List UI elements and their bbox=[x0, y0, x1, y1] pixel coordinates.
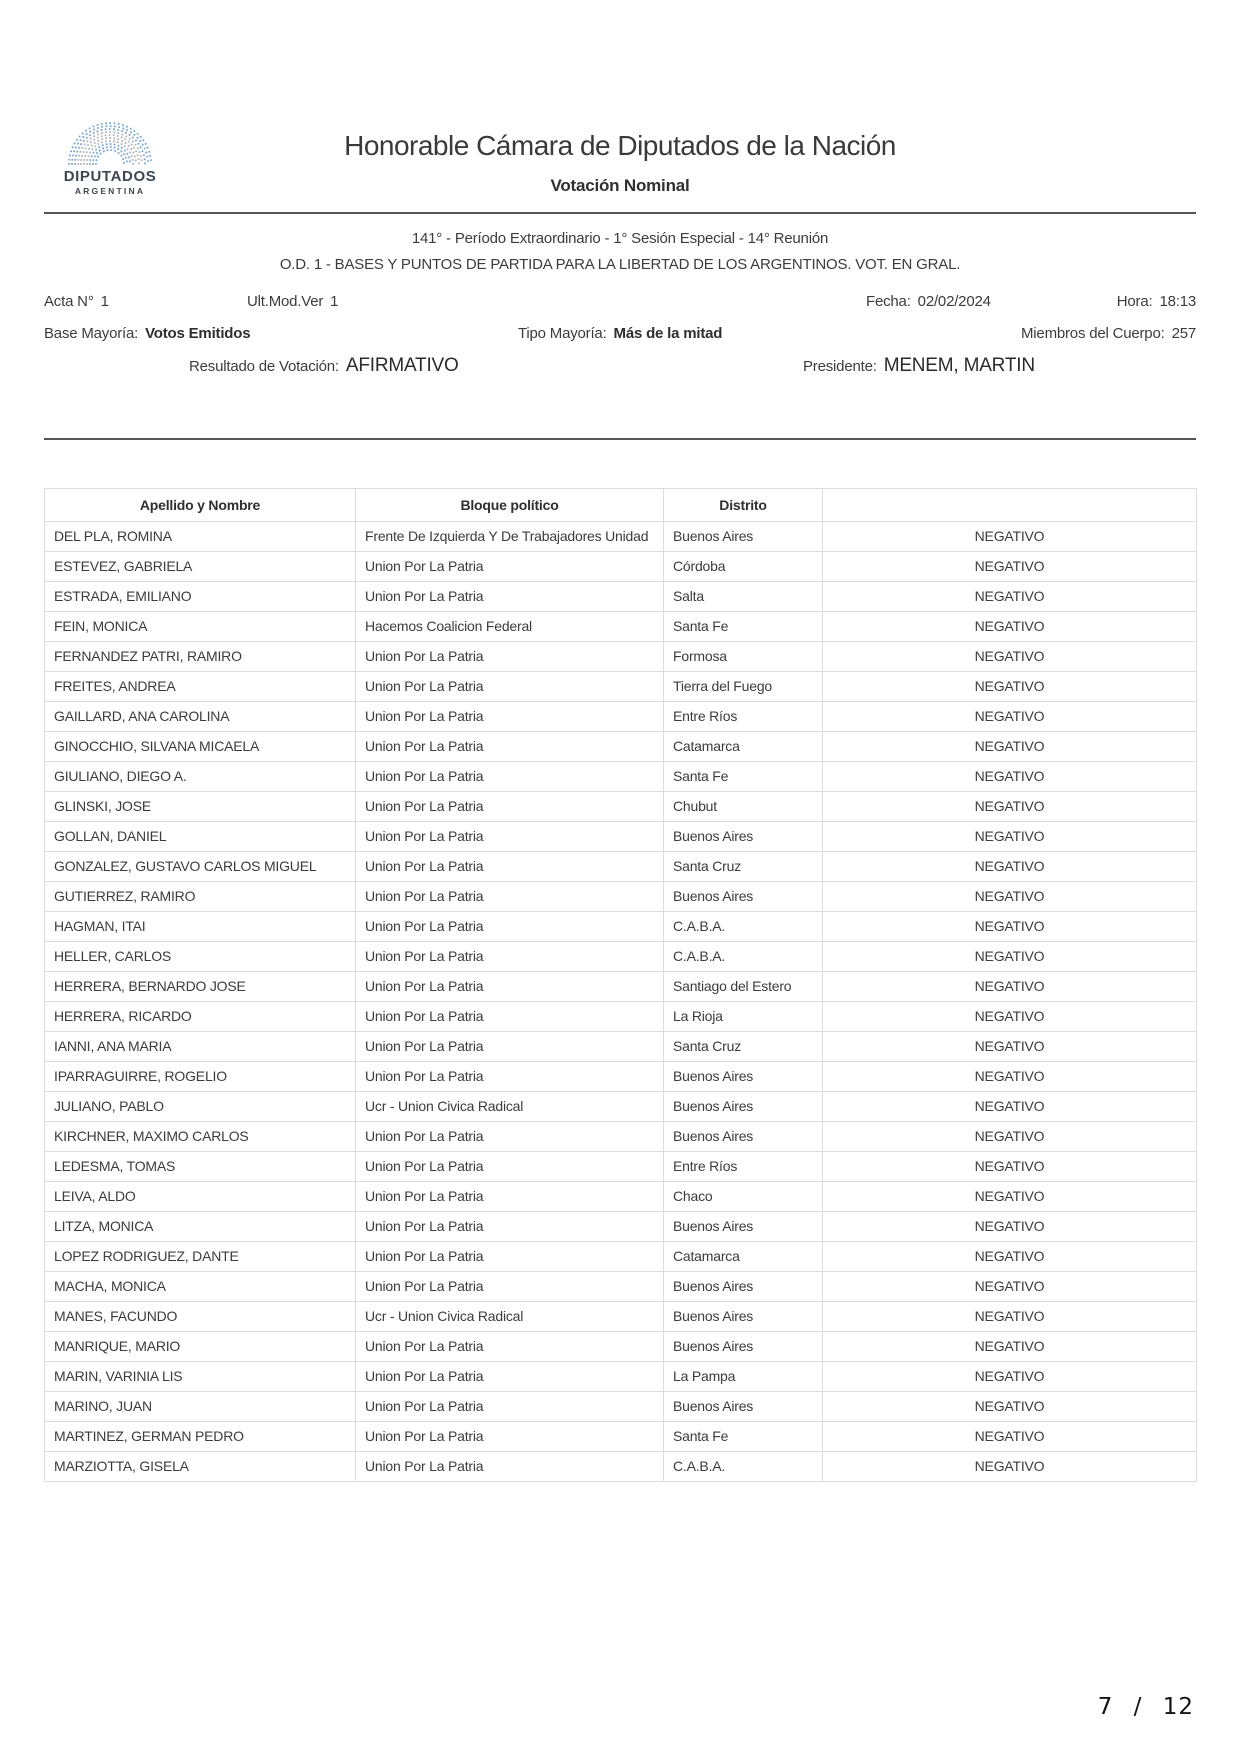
deputy-name-cell: MARTINEZ, GERMAN PEDRO bbox=[45, 1422, 356, 1452]
vote-cell: NEGATIVO bbox=[823, 1212, 1197, 1242]
district-cell: La Pampa bbox=[664, 1362, 823, 1392]
district-cell: Tierra del Fuego bbox=[664, 672, 823, 702]
deputy-name-cell: GIULIANO, DIEGO A. bbox=[45, 762, 356, 792]
district-cell: Santa Cruz bbox=[664, 852, 823, 882]
political-bloc-cell: Union Por La Patria bbox=[356, 702, 664, 732]
deputy-name-cell: LEDESMA, TOMAS bbox=[45, 1152, 356, 1182]
hora-label: Hora: bbox=[1116, 293, 1153, 310]
table-row bbox=[45, 972, 1197, 1002]
tipo-mayoria-label: Tipo Mayoría: bbox=[518, 325, 607, 342]
table-row bbox=[45, 522, 1197, 552]
table-row bbox=[45, 852, 1197, 882]
vote-cell: NEGATIVO bbox=[823, 552, 1197, 582]
middle-divider bbox=[44, 438, 1196, 440]
district-cell: Buenos Aires bbox=[664, 1332, 823, 1362]
table-row bbox=[45, 1002, 1197, 1032]
table-row bbox=[45, 822, 1197, 852]
district-cell: Buenos Aires bbox=[664, 1212, 823, 1242]
vote-cell: NEGATIVO bbox=[823, 1302, 1197, 1332]
vote-cell: NEGATIVO bbox=[823, 1362, 1197, 1392]
political-bloc-cell: Union Por La Patria bbox=[356, 1272, 664, 1302]
district-cell: Santa Fe bbox=[664, 612, 823, 642]
header-distrito: Distrito bbox=[664, 489, 823, 522]
hora-field bbox=[1117, 293, 1196, 310]
miembros-label: Miembros del Cuerpo: bbox=[1021, 325, 1165, 342]
table-row bbox=[45, 1332, 1197, 1362]
table-row bbox=[45, 612, 1197, 642]
vote-cell: NEGATIVO bbox=[823, 1182, 1197, 1212]
tipo-mayoria-field bbox=[518, 325, 722, 342]
deputy-name-cell: IANNI, ANA MARIA bbox=[45, 1032, 356, 1062]
ultmod-value: 1 bbox=[330, 293, 339, 310]
resultado-label: Resultado de Votación: bbox=[189, 358, 339, 375]
deputy-name-cell: LITZA, MONICA bbox=[45, 1212, 356, 1242]
deputy-name-cell: KIRCHNER, MAXIMO CARLOS bbox=[45, 1122, 356, 1152]
deputy-name-cell: ESTRADA, EMILIANO bbox=[45, 582, 356, 612]
political-bloc-cell: Union Por La Patria bbox=[356, 582, 664, 612]
vote-cell: NEGATIVO bbox=[823, 1032, 1197, 1062]
vote-cell: NEGATIVO bbox=[823, 1272, 1197, 1302]
table-row bbox=[45, 942, 1197, 972]
header-voto bbox=[823, 489, 1197, 522]
acta-value: 1 bbox=[100, 293, 109, 310]
vote-cell: NEGATIVO bbox=[823, 792, 1197, 822]
political-bloc-cell: Hacemos Coalicion Federal bbox=[356, 612, 664, 642]
acta-field bbox=[44, 293, 109, 310]
table-row bbox=[45, 1182, 1197, 1212]
deputy-name-cell: ESTEVEZ, GABRIELA bbox=[45, 552, 356, 582]
political-bloc-cell: Union Por La Patria bbox=[356, 672, 664, 702]
district-cell: Buenos Aires bbox=[664, 1062, 823, 1092]
district-cell: Buenos Aires bbox=[664, 522, 823, 552]
fecha-field bbox=[866, 293, 991, 310]
deputy-name-cell: FEIN, MONICA bbox=[45, 612, 356, 642]
table-row bbox=[45, 702, 1197, 732]
table-row bbox=[45, 1392, 1197, 1422]
district-cell: C.A.B.A. bbox=[664, 942, 823, 972]
district-cell: Catamarca bbox=[664, 1242, 823, 1272]
table-row bbox=[45, 1242, 1197, 1272]
vote-cell: NEGATIVO bbox=[823, 522, 1197, 552]
vote-cell: NEGATIVO bbox=[823, 1242, 1197, 1272]
vote-cell: NEGATIVO bbox=[823, 1092, 1197, 1122]
deputy-name-cell: GUTIERREZ, RAMIRO bbox=[45, 882, 356, 912]
ultmod-field bbox=[247, 293, 338, 310]
district-cell: Entre Ríos bbox=[664, 1152, 823, 1182]
vote-cell: NEGATIVO bbox=[823, 642, 1197, 672]
vote-cell: NEGATIVO bbox=[823, 942, 1197, 972]
fecha-label: Fecha: bbox=[866, 293, 911, 310]
table-row bbox=[45, 1452, 1197, 1482]
deputy-name-cell: FREITES, ANDREA bbox=[45, 672, 356, 702]
deputy-name-cell: MACHA, MONICA bbox=[45, 1272, 356, 1302]
table-row bbox=[45, 582, 1197, 612]
district-cell: Santa Cruz bbox=[664, 1032, 823, 1062]
vote-cell: NEGATIVO bbox=[823, 1002, 1197, 1032]
vote-metadata bbox=[0, 293, 1240, 438]
deputy-name-cell: MANES, FACUNDO bbox=[45, 1302, 356, 1332]
political-bloc-cell: Union Por La Patria bbox=[356, 1062, 664, 1092]
table-row bbox=[45, 552, 1197, 582]
political-bloc-cell: Union Por La Patria bbox=[356, 642, 664, 672]
political-bloc-cell: Union Por La Patria bbox=[356, 732, 664, 762]
deputy-name-cell: MARIN, VARINIA LIS bbox=[45, 1362, 356, 1392]
vote-cell: NEGATIVO bbox=[823, 732, 1197, 762]
political-bloc-cell: Union Por La Patria bbox=[356, 1332, 664, 1362]
page-title: Honorable Cámara de Diputados de la Nación bbox=[344, 130, 896, 161]
table-row bbox=[45, 642, 1197, 672]
district-cell: Buenos Aires bbox=[664, 1392, 823, 1422]
vote-cell: NEGATIVO bbox=[823, 672, 1197, 702]
deputy-name-cell: HERRERA, BERNARDO JOSE bbox=[45, 972, 356, 1002]
vote-cell: NEGATIVO bbox=[823, 912, 1197, 942]
political-bloc-cell: Union Por La Patria bbox=[356, 822, 664, 852]
vote-cell: NEGATIVO bbox=[823, 582, 1197, 612]
vote-cell: NEGATIVO bbox=[823, 702, 1197, 732]
base-mayoria-field bbox=[44, 325, 250, 342]
district-cell: Buenos Aires bbox=[664, 1092, 823, 1122]
tipo-mayoria-value: Más de la mitad bbox=[613, 325, 723, 342]
votes-table bbox=[44, 488, 1197, 1482]
table-row bbox=[45, 1422, 1197, 1452]
political-bloc-cell: Union Por La Patria bbox=[356, 942, 664, 972]
table-row bbox=[45, 912, 1197, 942]
district-cell: C.A.B.A. bbox=[664, 912, 823, 942]
vote-cell: NEGATIVO bbox=[823, 1392, 1197, 1422]
session-info bbox=[0, 230, 1240, 273]
table-row bbox=[45, 1272, 1197, 1302]
political-bloc-cell: Frente De Izquierda Y De Trabajadores Unidad bbox=[356, 522, 664, 552]
presidente-field bbox=[803, 355, 1035, 377]
district-cell: Chubut bbox=[664, 792, 823, 822]
vote-cell: NEGATIVO bbox=[823, 852, 1197, 882]
votes-table-container bbox=[44, 488, 1196, 1482]
document-header bbox=[0, 0, 1240, 212]
table-row bbox=[45, 1122, 1197, 1152]
vote-cell: NEGATIVO bbox=[823, 972, 1197, 1002]
table-row bbox=[45, 1152, 1197, 1182]
hora-value: 18:13 bbox=[1159, 293, 1196, 310]
district-cell: Formosa bbox=[664, 642, 823, 672]
political-bloc-cell: Union Por La Patria bbox=[356, 1242, 664, 1272]
deputy-name-cell: MARZIOTTA, GISELA bbox=[45, 1452, 356, 1482]
vote-cell: NEGATIVO bbox=[823, 822, 1197, 852]
political-bloc-cell: Union Por La Patria bbox=[356, 1032, 664, 1062]
presidente-label: Presidente: bbox=[803, 358, 877, 375]
miembros-value: 257 bbox=[1171, 325, 1196, 342]
vote-table-body bbox=[45, 522, 1197, 1482]
deputy-name-cell: GLINSKI, JOSE bbox=[45, 792, 356, 822]
district-cell: Buenos Aires bbox=[664, 882, 823, 912]
header-apellido: Apellido y Nombre bbox=[45, 489, 356, 522]
deputy-name-cell: MARINO, JUAN bbox=[45, 1392, 356, 1422]
district-cell: Santiago del Estero bbox=[664, 972, 823, 1002]
political-bloc-cell: Union Por La Patria bbox=[356, 1392, 664, 1422]
district-cell: Córdoba bbox=[664, 552, 823, 582]
vote-cell: NEGATIVO bbox=[823, 1422, 1197, 1452]
district-cell: Buenos Aires bbox=[664, 822, 823, 852]
deputy-name-cell: LEIVA, ALDO bbox=[45, 1182, 356, 1212]
district-cell: Buenos Aires bbox=[664, 1122, 823, 1152]
district-cell: Buenos Aires bbox=[664, 1272, 823, 1302]
deputy-name-cell: GONZALEZ, GUSTAVO CARLOS MIGUEL bbox=[45, 852, 356, 882]
political-bloc-cell: Union Por La Patria bbox=[356, 882, 664, 912]
vote-result-value: AFIRMATIVO bbox=[345, 355, 459, 376]
vote-cell: NEGATIVO bbox=[823, 1332, 1197, 1362]
deputy-name-cell: MANRIQUE, MARIO bbox=[45, 1332, 356, 1362]
resultado-field bbox=[189, 355, 459, 377]
political-bloc-cell: Union Por La Patria bbox=[356, 972, 664, 1002]
order-of-day-line: O.D. 1 - BASES Y PUNTOS DE PARTIDA PARA LA LIBERTAD DE LOS ARGENTINOS. VOT. EN GRAL. bbox=[279, 256, 961, 273]
political-bloc-cell: Union Por La Patria bbox=[356, 1422, 664, 1452]
political-bloc-cell: Union Por La Patria bbox=[356, 552, 664, 582]
vote-cell: NEGATIVO bbox=[823, 1122, 1197, 1152]
political-bloc-cell: Union Por La Patria bbox=[356, 912, 664, 942]
district-cell: C.A.B.A. bbox=[664, 1452, 823, 1482]
vote-cell: NEGATIVO bbox=[823, 1062, 1197, 1092]
deputy-name-cell: GAILLARD, ANA CAROLINA bbox=[45, 702, 356, 732]
political-bloc-cell: Union Por La Patria bbox=[356, 762, 664, 792]
vote-cell: NEGATIVO bbox=[823, 612, 1197, 642]
political-bloc-cell: Union Por La Patria bbox=[356, 792, 664, 822]
vote-cell: NEGATIVO bbox=[823, 882, 1197, 912]
deputy-name-cell: HERRERA, RICARDO bbox=[45, 1002, 356, 1032]
table-row bbox=[45, 882, 1197, 912]
district-cell: Chaco bbox=[664, 1182, 823, 1212]
base-mayoria-value: Votos Emitidos bbox=[145, 325, 251, 342]
logo-wordmark: DIPUTADOS bbox=[63, 168, 157, 185]
ultmod-label: Ult.Mod.Ver bbox=[247, 293, 324, 310]
fecha-value: 02/02/2024 bbox=[917, 293, 991, 310]
political-bloc-cell: Union Por La Patria bbox=[356, 1212, 664, 1242]
table-row bbox=[45, 1302, 1197, 1332]
top-divider bbox=[44, 212, 1196, 214]
table-row bbox=[45, 792, 1197, 822]
political-bloc-cell: Union Por La Patria bbox=[356, 1362, 664, 1392]
page-number: 7 / 12 bbox=[1097, 1694, 1194, 1720]
table-row bbox=[45, 1062, 1197, 1092]
political-bloc-cell: Union Por La Patria bbox=[356, 1182, 664, 1212]
political-bloc-cell: Union Por La Patria bbox=[356, 1002, 664, 1032]
acta-label: Acta N° bbox=[44, 293, 94, 310]
table-row bbox=[45, 1032, 1197, 1062]
miembros-field bbox=[1021, 325, 1196, 342]
district-cell: Catamarca bbox=[664, 732, 823, 762]
district-cell: Buenos Aires bbox=[664, 1302, 823, 1332]
district-cell: Santa Fe bbox=[664, 762, 823, 792]
district-cell: Entre Ríos bbox=[664, 702, 823, 732]
deputy-name-cell: JULIANO, PABLO bbox=[45, 1092, 356, 1122]
deputy-name-cell: GOLLAN, DANIEL bbox=[45, 822, 356, 852]
political-bloc-cell: Ucr - Union Civica Radical bbox=[356, 1302, 664, 1332]
deputy-name-cell: LOPEZ RODRIGUEZ, DANTE bbox=[45, 1242, 356, 1272]
table-header-row bbox=[45, 489, 1197, 522]
vote-cell: NEGATIVO bbox=[823, 1452, 1197, 1482]
deputy-name-cell: IPARRAGUIRRE, ROGELIO bbox=[45, 1062, 356, 1092]
presidente-value: MENEM, MARTIN bbox=[883, 355, 1035, 376]
table-row bbox=[45, 1212, 1197, 1242]
political-bloc-cell: Union Por La Patria bbox=[356, 852, 664, 882]
district-cell: Salta bbox=[664, 582, 823, 612]
page-subtitle: Votación Nominal bbox=[550, 176, 690, 195]
district-cell: Santa Fe bbox=[664, 1422, 823, 1452]
table-row bbox=[45, 1092, 1197, 1122]
table-row bbox=[45, 732, 1197, 762]
base-mayoria-label: Base Mayoría: bbox=[44, 325, 139, 342]
logo-country: ARGENTINA bbox=[74, 186, 146, 196]
political-bloc-cell: Ucr - Union Civica Radical bbox=[356, 1092, 664, 1122]
political-bloc-cell: Union Por La Patria bbox=[356, 1122, 664, 1152]
table-row bbox=[45, 672, 1197, 702]
deputy-name-cell: HAGMAN, ITAI bbox=[45, 912, 356, 942]
deputy-name-cell: HELLER, CARLOS bbox=[45, 942, 356, 972]
vote-cell: NEGATIVO bbox=[823, 762, 1197, 792]
vote-cell: NEGATIVO bbox=[823, 1152, 1197, 1182]
district-cell: La Rioja bbox=[664, 1002, 823, 1032]
table-row bbox=[45, 762, 1197, 792]
deputy-name-cell: DEL PLA, ROMINA bbox=[45, 522, 356, 552]
header-bloque: Bloque político bbox=[356, 489, 664, 522]
session-line: 141° - Período Extraordinario - 1° Sesión Especial - 14° Reunión bbox=[411, 230, 829, 247]
deputy-name-cell: FERNANDEZ PATRI, RAMIRO bbox=[45, 642, 356, 672]
political-bloc-cell: Union Por La Patria bbox=[356, 1152, 664, 1182]
table-row bbox=[45, 1362, 1197, 1392]
deputy-name-cell: GINOCCHIO, SILVANA MICAELA bbox=[45, 732, 356, 762]
political-bloc-cell: Union Por La Patria bbox=[356, 1452, 664, 1482]
